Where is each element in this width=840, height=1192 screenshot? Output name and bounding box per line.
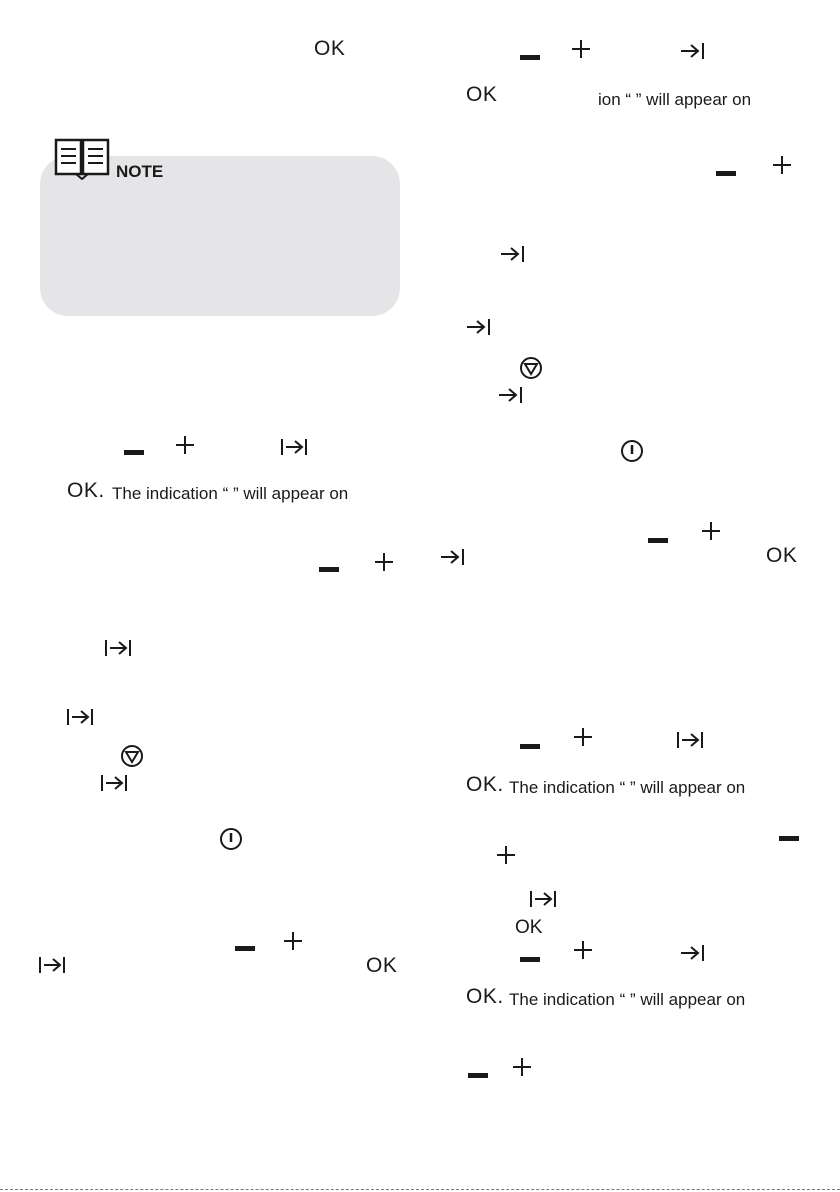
skip-to-end-icon — [680, 944, 706, 962]
skip-to-end-icon — [104, 639, 132, 657]
ok-key-symbol: OK — [366, 954, 398, 977]
note-label: NOTE — [116, 162, 164, 181]
minus-icon — [648, 538, 668, 543]
minus-icon — [520, 957, 540, 962]
skip-to-end-icon — [529, 890, 557, 908]
minus-icon — [779, 836, 799, 841]
skip-to-end-icon — [66, 708, 94, 726]
minus-icon — [520, 744, 540, 749]
skip-to-end-icon — [676, 731, 704, 749]
plus-icon — [284, 932, 302, 950]
ok-key-symbol: OK — [466, 83, 498, 106]
indication-text: The indication “ ” will appear on — [112, 484, 349, 503]
note-box — [40, 156, 400, 316]
power-icon — [219, 827, 243, 851]
ok-key-symbol: OK — [515, 917, 543, 938]
minus-icon — [468, 1073, 488, 1078]
plus-icon — [497, 846, 515, 864]
indication-text: The indication “ ” will appear on — [509, 990, 746, 1009]
plus-icon — [574, 728, 592, 746]
skip-to-end-icon — [38, 956, 66, 974]
book-icon — [54, 138, 110, 180]
ok-key-symbol: OK. — [67, 479, 105, 502]
minus-icon — [235, 946, 255, 951]
plus-icon — [574, 941, 592, 959]
plus-icon — [513, 1058, 531, 1076]
skip-to-end-icon — [100, 774, 128, 792]
ok-key-symbol: OK — [766, 544, 798, 567]
minus-icon — [520, 55, 540, 60]
skip-to-end-icon — [500, 245, 526, 263]
page-edge-divider — [0, 1189, 840, 1190]
minus-icon — [124, 450, 144, 455]
skip-to-end-icon — [280, 438, 308, 456]
minus-icon — [319, 567, 339, 572]
plus-icon — [702, 522, 720, 540]
skip-to-end-icon — [498, 386, 524, 404]
ok-key-symbol: OK — [314, 37, 346, 60]
plus-icon — [375, 553, 393, 571]
ok-key-symbol: OK. — [466, 773, 504, 796]
plus-icon — [572, 40, 590, 58]
power-icon — [620, 439, 644, 463]
plus-icon — [176, 436, 194, 454]
indication-text-fragment: ion “ ” will appear on — [598, 90, 752, 109]
minus-icon — [716, 171, 736, 176]
plus-icon — [773, 156, 791, 174]
stop-icon — [120, 744, 144, 768]
skip-to-end-icon — [440, 548, 466, 566]
indication-text: The indication “ ” will appear on — [509, 778, 746, 797]
skip-to-end-icon — [680, 42, 706, 60]
stop-icon — [519, 356, 543, 380]
ok-key-symbol: OK. — [466, 985, 504, 1008]
skip-to-end-icon — [466, 318, 492, 336]
